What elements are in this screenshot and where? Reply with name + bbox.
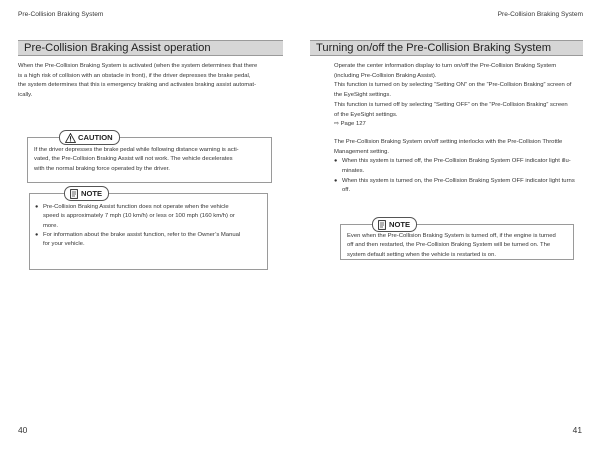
text-line: with the normal braking force operated by the driver. (34, 165, 170, 172)
body-paragraph (334, 62, 583, 196)
note-pencil-icon (70, 189, 78, 199)
caution-label (59, 130, 120, 145)
text-line: more. (43, 222, 59, 229)
bullet-list (334, 157, 583, 196)
text-line: When this system is turned on, the Pre-Collision Braking System OFF indicator light turns (342, 177, 575, 184)
note-text (35, 203, 261, 249)
text-line: speed is approximately 7 mph (10 km/h) or less or 100 mph (160 km/h) or (43, 213, 235, 220)
page-reference-link[interactable]: ⇨ Page 127 (334, 121, 366, 128)
text-line: When this system is turned off, the Pre-Collision Braking System OFF indicator light illu- (342, 158, 571, 165)
text-line: vated, the Pre-Collision Braking Assist will not work. The vehicle decelerates (34, 156, 233, 163)
text-line: Operate the center information display to turn on/off the Pre-Collision Braking System (334, 63, 557, 69)
page-number: 40 (18, 425, 28, 435)
body-paragraph (18, 62, 283, 101)
running-head: Pre-Collision Braking System (18, 11, 104, 18)
text-line: the system determines that this is emergency braking and activates braking assist automat- (18, 82, 257, 89)
note-box (340, 220, 574, 260)
text-line: Management setting. (334, 148, 390, 155)
text-line: This function is turned off by selecting “Setting OFF” on the “Pre-Collision Braking” screen (334, 101, 568, 108)
list-item (35, 203, 261, 231)
text-line: for your vehicle. (43, 241, 85, 248)
text-line: For information about the brake assist function, refer to the Owner’s Manual (43, 231, 241, 238)
caution-text (34, 146, 265, 174)
list-item (334, 157, 583, 176)
note-list (35, 203, 261, 249)
text-line: The Pre-Collision Braking System on/off setting interlocks with the Pre-Collision Throttle (334, 138, 563, 145)
caution-label-text: CAUTION (78, 133, 113, 142)
note-label-text: NOTE (389, 220, 411, 229)
section-title: Turning on/off the Pre-Collision Braking System (310, 40, 583, 56)
caution-box (27, 133, 272, 183)
note-label (64, 186, 109, 201)
text-line: of the EyeSight settings. (334, 111, 398, 118)
right-page (300, 0, 600, 450)
note-box (29, 189, 268, 270)
note-pencil-icon (378, 220, 386, 230)
section-title: Pre-Collision Braking Assist operation (18, 40, 283, 56)
note-text (347, 232, 567, 260)
text-line: Even when the Pre-Collision Braking System is turned off, if the engine is turned (347, 233, 556, 239)
text-line: off and then restarted, the Pre-Collision Braking System will be turned on. The (347, 242, 551, 249)
note-label-text: NOTE (81, 189, 103, 198)
text-line: Pre-Collision Braking Assist function does not operate when the vehicle (43, 204, 229, 210)
list-item (35, 231, 261, 250)
text-line: ically. (18, 92, 33, 99)
list-item (334, 177, 583, 196)
text-line: the EyeSight settings. (334, 92, 391, 99)
text-line: minates. (342, 168, 365, 175)
text-line: is a high risk of collision with an obstacle in front), if the driver depresses the brake pedal, (18, 72, 251, 79)
text-line: off. (342, 187, 351, 194)
page-number: 41 (572, 425, 582, 435)
text-line: This function is turned on by selecting “Setting ON” on the “Pre-Collision Braking” screen of (334, 82, 572, 89)
text-line: If the driver depresses the brake pedal while following distance warning is acti- (34, 147, 239, 153)
text-line: (including Pre-Collision Braking Assist). (334, 72, 437, 79)
text-line: system default setting when the vehicle is restarted is on. (347, 251, 496, 258)
running-head: Pre-Collision Braking System (497, 11, 583, 18)
spacer (334, 130, 583, 138)
warning-triangle-icon (65, 133, 76, 143)
note-label (372, 217, 417, 232)
text-line: When the Pre-Collision Braking System is activated (when the system determines that there (18, 63, 258, 69)
